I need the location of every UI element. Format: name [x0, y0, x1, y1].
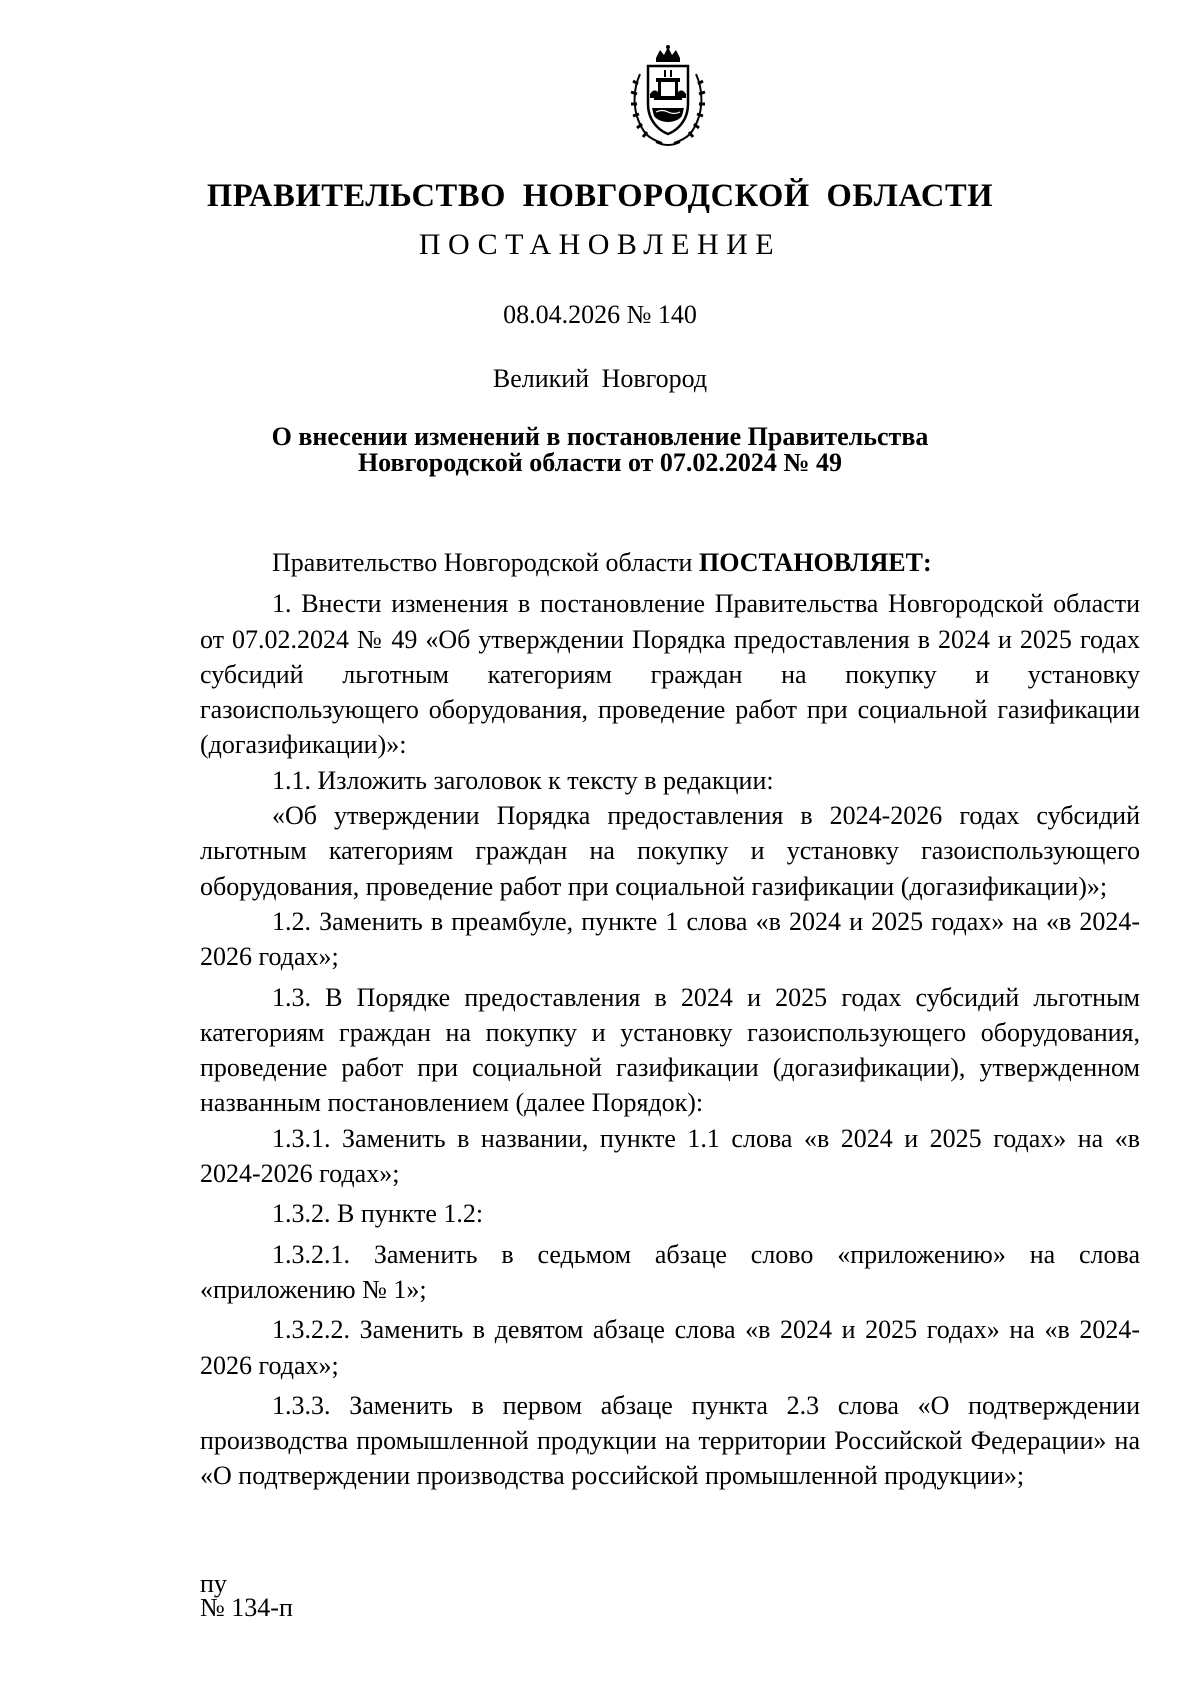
- body-paragraph: 1.3.2.2. Заменить в девятом абзаце слова «в 2024 и 2025 годах» на «в 2024-2026 годах»;: [200, 1315, 1140, 1380]
- government-title: ПРАВИТЕЛЬСТВО НОВГОРОДСКОЙ ОБЛАСТИ: [206, 178, 994, 214]
- body-paragraph: 1.3.2.1. Заменить в седьмом абзаце слово «приложению» на слова «приложению № 1»;: [200, 1239, 1140, 1304]
- document-subject: [0, 424, 1200, 476]
- document-type: ПОСТАНОВЛЕНИЕ: [418, 228, 782, 261]
- body-paragraph: 1.2. Заменить в преамбуле, пункте 1 слова «в 2024 и 2025 годах» на «в 2024-2026 годах»;: [200, 906, 1140, 972]
- resolution-intro: [200, 545, 1140, 580]
- document-code-line: № 134-п: [200, 1593, 293, 1622]
- novgorod-coat-of-arms-icon: [626, 44, 710, 148]
- body-paragraph: 1.1. Изложить заголовок к тексту в редакции:: [272, 765, 774, 795]
- subject-line: О внесении изменений в постановление Правительства: [271, 422, 929, 451]
- document-code-line: пу: [200, 1569, 227, 1598]
- document-date-number: 08.04.2026 № 140: [503, 300, 697, 329]
- intro-text: Правительство Новгородской области: [272, 548, 699, 577]
- body-paragraph: 1.3. В Порядке предоставления в 2024 и 2025 годах субсидий льготным категориям граждан на покупку и установку газоиспользующего оборудования, проведение работ при социальной газификации (догазификации), утвержденном названным постановлением (далее Порядок):: [200, 982, 1140, 1118]
- document-city: Великий Новгород: [492, 364, 708, 393]
- document-code: [200, 1569, 293, 1622]
- body-paragraph: 1.3.2. В пункте 1.2:: [272, 1199, 484, 1229]
- body-paragraph: 1.3.3. Заменить в первом абзаце пункта 2.3 слова «О подтверждении производства промышленной продукции на территории Российской Федерации» на «О подтверждении производства российской промышленной продукции»;: [200, 1390, 1140, 1491]
- subject-line: Новгородской области от 07.02.2024 № 49: [357, 448, 843, 477]
- document-body: [200, 545, 1140, 1494]
- intro-resolves: ПОСТАНОВЛЯЕТ:: [698, 548, 932, 577]
- body-paragraph: «Об утверждении Порядка предоставления в 2024-2026 годах субсидий льготным категориям граждан на покупку и установку газоиспользующего оборудования, проведение работ при социальной газификации (догазификации)»;: [200, 801, 1140, 901]
- body-paragraph: 1. Внести изменения в постановление Правительства Новгородской области от 07.02.2024 № 49 «Об утверждении Порядка предоставления в 2024 и 2025 годах субсидий льготным категориям граждан на покупку и установку газоиспользующего оборудования, проведение работ при социальной газификации (догазификации)»:: [200, 589, 1140, 760]
- body-paragraph: 1.3.1. Заменить в названии, пункте 1.1 слова «в 2024 и 2025 годах» на «в 2024-2026 годах»;: [200, 1123, 1140, 1189]
